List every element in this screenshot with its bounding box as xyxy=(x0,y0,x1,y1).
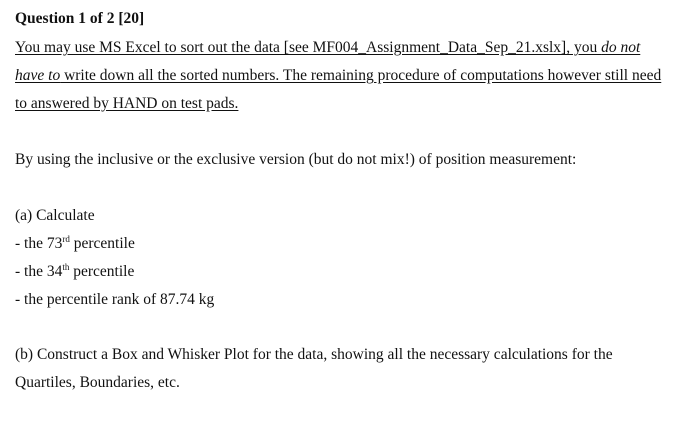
instructions-emphasis: do not xyxy=(601,39,641,56)
part-a-label: (a) Calculate xyxy=(15,207,95,224)
instructions-emphasis: have to xyxy=(15,67,61,84)
instructions-line-1 xyxy=(15,38,640,58)
part-b-line-2: Quartiles, Boundaries, etc. xyxy=(15,374,180,391)
intro-paragraph: By using the inclusive or the exclusive version (but do not mix!) of position measurement: xyxy=(15,151,577,168)
instructions-text: You may use MS Excel to sort out the data [see MF004_Assignment_Data_Sep_21.xslx], you xyxy=(15,39,602,56)
question-heading: Question 1 of 2 [20] xyxy=(15,10,145,27)
part-a-item-percentile-rank: - the percentile rank of 87.74 kg xyxy=(15,291,215,308)
instructions-line-2 xyxy=(15,66,661,86)
instructions-text: write down all the sorted numbers. The remaining procedure of computations however still need xyxy=(60,67,662,84)
item-text: - the 34 xyxy=(15,263,63,280)
ordinal-suffix: rd xyxy=(62,234,70,244)
item-text: percentile xyxy=(69,235,135,252)
part-a-item-73rd-percentile xyxy=(15,234,135,254)
part-b-line-1: (b) Construct a Box and Whisker Plot for the data, showing all the necessary calculations for the xyxy=(15,346,613,363)
part-a-item-34th-percentile xyxy=(15,262,134,282)
ordinal-suffix: th xyxy=(62,262,70,272)
instructions-line-3: to answered by HAND on test pads. xyxy=(15,95,239,112)
item-text: - the 73 xyxy=(15,235,63,252)
item-text: percentile xyxy=(69,263,135,280)
